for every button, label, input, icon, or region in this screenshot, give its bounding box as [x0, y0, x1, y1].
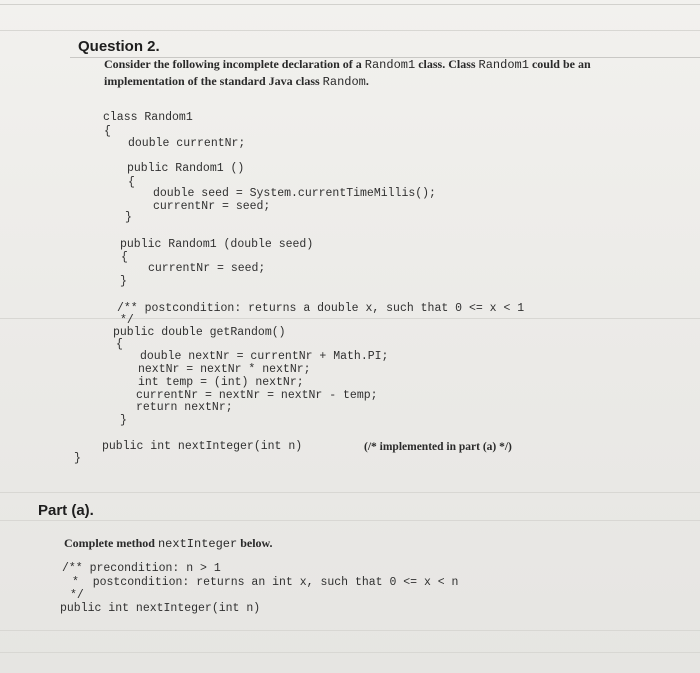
question-intro [104, 56, 644, 90]
code-comment: /** precondition: n > 1 [62, 562, 221, 575]
code-line: currentNr = seed; [153, 200, 271, 213]
code-line: } [120, 275, 127, 288]
code-line: public double getRandom() [113, 326, 286, 339]
page-rule [0, 30, 700, 31]
instruction-text: below. [237, 536, 273, 550]
code-line: currentNr = seed; [148, 262, 266, 275]
code-line: { [128, 176, 135, 189]
intro-class-name: Random [322, 75, 366, 89]
intro-text: could be an implementation of the standard Java class [104, 57, 591, 88]
code-line: currentNr = nextNr = nextNr - temp; [136, 389, 378, 402]
page-rule [0, 520, 700, 521]
intro-class-name: Random1 [364, 58, 416, 72]
code-line: { [104, 125, 111, 138]
code-line: public Random1 () [127, 162, 245, 175]
instruction-text: Complete method [64, 536, 158, 550]
code-line: } [74, 452, 81, 465]
code-comment: */ [70, 589, 84, 602]
intro-text: . [365, 74, 369, 88]
code-line: double seed = System.currentTimeMillis(); [153, 187, 436, 200]
instruction-method-name: nextInteger [157, 537, 238, 551]
page-rule [0, 652, 700, 653]
code-line: } [125, 211, 132, 224]
code-comment: */ [120, 314, 134, 327]
part-a-instruction [64, 536, 273, 551]
page-rule [0, 630, 700, 631]
page-rule [0, 4, 700, 5]
code-line: int temp = (int) nextNr; [138, 376, 304, 389]
code-line: return nextNr; [136, 401, 233, 414]
implementation-note: (/* implemented in part (a) */) [364, 441, 512, 453]
code-line: } [120, 414, 127, 427]
code-line: { [116, 338, 123, 351]
code-comment: /** postcondition: returns a double x, such that 0 <= x < 1 [117, 302, 525, 315]
code-line: double currentNr; [128, 137, 246, 150]
question-title: Question 2. [78, 38, 160, 55]
code-line: public int nextInteger(int n) [60, 602, 261, 615]
code-line: nextNr = nextNr * nextNr; [138, 363, 311, 376]
intro-text: class. Class [415, 57, 479, 71]
part-a-title: Part (a). [38, 502, 94, 519]
intro-text: Consider the following incomplete declaration of a [104, 57, 365, 71]
code-line: public int nextInteger(int n) [102, 440, 303, 453]
page-rule [0, 492, 700, 493]
page-rule [0, 318, 700, 319]
code-line: class Random1 [103, 111, 193, 124]
code-comment: * postcondition: returns an int x, such that 0 <= x < n [72, 576, 459, 589]
code-line: public Random1 (double seed) [120, 238, 314, 251]
code-line: double nextNr = currentNr + Math.PI; [140, 350, 389, 363]
code-line: { [121, 251, 128, 264]
intro-class-name: Random1 [478, 58, 529, 72]
